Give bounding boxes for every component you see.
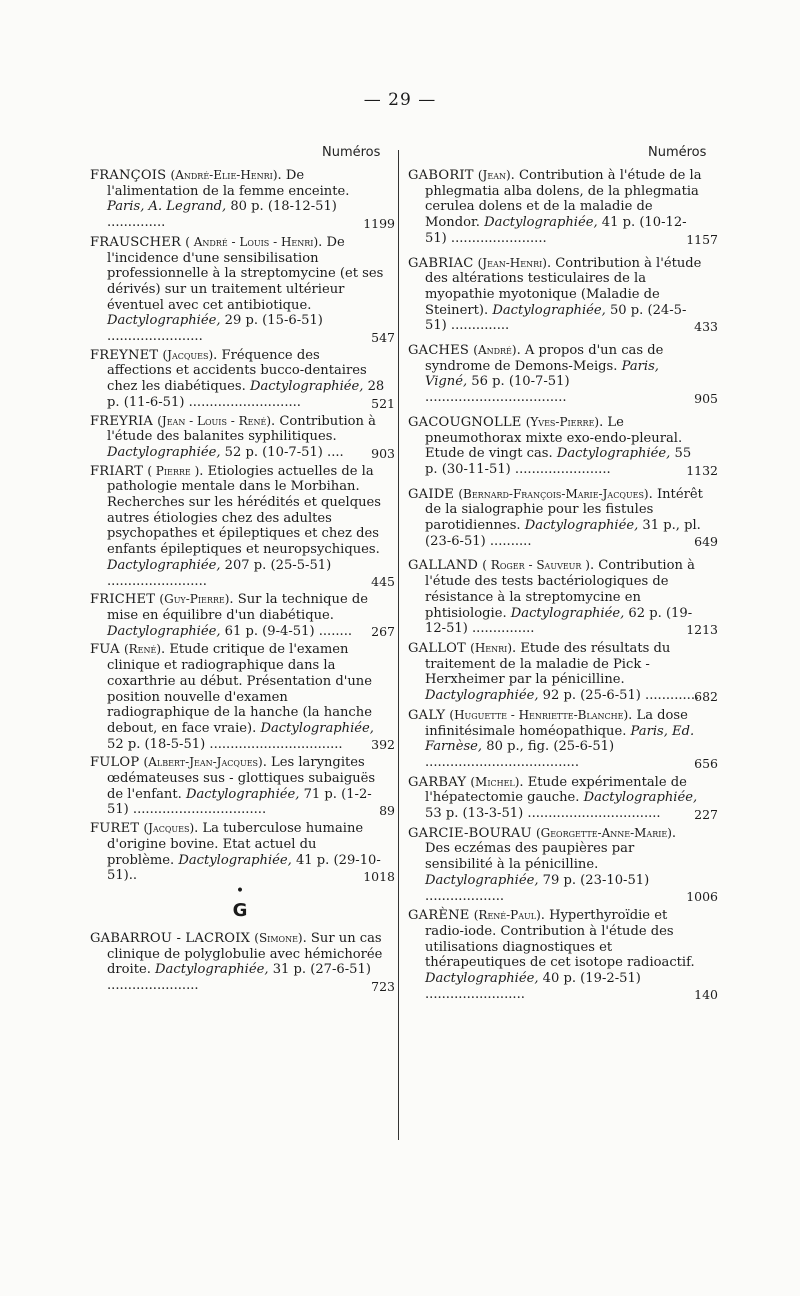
entry-text: [408, 415, 708, 478]
author-given-names: (Jean): [477, 168, 511, 182]
entry-text: [408, 558, 708, 637]
pages-and-date: 80 p., fig. (25-6-51) .....................................: [425, 739, 615, 770]
author-given-names: (René-Paul): [473, 908, 541, 923]
publisher-info: Dactylographiée,: [245, 379, 364, 395]
publisher-info: Dactylographiée,: [107, 313, 221, 329]
bibliography-entry: [90, 642, 395, 753]
entry-number: 1157: [686, 231, 718, 247]
bibliography-entry: [408, 255, 718, 335]
author-surname: GARÈNE: [408, 908, 470, 924]
thesis-title: . A propos d'un cas de syndrome de Demons-Meigs.: [425, 343, 664, 374]
thesis-title: . La tuberculose humaine d'origine bovine. Etat actuel du problème.: [107, 821, 364, 868]
page-number: — 29 —: [363, 90, 437, 110]
author-surname: FRICHET: [90, 592, 156, 608]
author-surname: GABARROU - LACROIX: [90, 930, 251, 946]
entry-number: 140: [694, 987, 718, 1003]
author-given-names: (André-Elie-Henri): [170, 168, 278, 182]
author-given-names: (René): [123, 642, 162, 657]
author-surname: GABRIAC: [408, 255, 474, 271]
thesis-title: . Contribution à l'étude des altérations testiculaires de la myopathie myotonique (Maladie de Steinert).: [425, 255, 702, 318]
publisher-info: Dactylographiée,: [552, 446, 671, 462]
pages-and-date: 79 p. (23-10-51) ...................: [425, 872, 650, 904]
entry-number: 89: [379, 803, 395, 819]
entry-number: 521: [371, 395, 395, 411]
left-entry-list: [90, 168, 395, 884]
entry-text: [408, 775, 708, 822]
publisher-info: Paris, Ed. Farnèse,: [425, 723, 695, 755]
author-surname: GALLOT: [408, 640, 466, 656]
publisher-info: Dactylographiée,: [256, 720, 374, 736]
author-surname: FUA: [90, 642, 120, 658]
bibliography-entry: [408, 707, 718, 771]
bibliography-entry: [408, 486, 718, 550]
bibliography-entry: [408, 558, 718, 637]
author-given-names: (Albert-Jean-Jacques): [143, 755, 263, 770]
author-surname: FREYNET: [90, 347, 159, 363]
bibliography-entry: [90, 413, 395, 461]
publisher-info: Dactylographiée,: [107, 557, 221, 573]
author-given-names: (Bernard-François-Marie-Jacques): [458, 486, 649, 501]
pages-and-date: 40 p. (19-2-51) ........................: [425, 971, 641, 1002]
publisher-info: Dactylographiée,: [479, 215, 598, 231]
entry-number: 723: [371, 978, 395, 994]
entry-number: 1199: [363, 215, 395, 231]
entry-number: 1213: [686, 621, 718, 637]
entry-text: [90, 755, 390, 818]
entry-text: [90, 235, 390, 345]
author-surname: GALLAND: [408, 558, 479, 574]
entry-text: [408, 826, 708, 905]
bibliography-entry: [90, 930, 395, 994]
author-surname: GALY: [408, 707, 446, 723]
bibliography-entry: [90, 234, 395, 345]
author-given-names: (Jean-Henri): [477, 255, 547, 270]
author-surname: GACOUGNOLLE: [408, 414, 522, 430]
pages-and-date: 62 p. (19-12-51) ...............: [425, 605, 693, 637]
author-surname: GABORIT: [408, 168, 474, 183]
author-given-names: (Yves-Pierre): [525, 414, 600, 429]
entry-number: 905: [694, 390, 718, 406]
publisher-info: Dactylographiée,: [150, 962, 269, 978]
author-surname: FULOP: [90, 755, 140, 771]
author-surname: FRANÇOIS: [90, 168, 167, 183]
entry-number: 656: [694, 755, 718, 771]
pages-and-date: 92 p. (25-6-51) .............: [538, 688, 700, 704]
pages-and-date: 52 p. (18-5-51) ................................: [107, 736, 343, 752]
author-surname: FREYRIA: [90, 413, 154, 429]
publisher-info: Dactylographiée,: [181, 786, 300, 802]
entry-text: [408, 256, 708, 335]
thesis-title: . Fréquence des affections et accidents bucco-dentaires chez les diabétiques.: [107, 347, 367, 395]
bibliography-entry: [90, 592, 395, 640]
author-surname: FURET: [90, 821, 140, 837]
entry-text: [90, 348, 390, 411]
thesis-title: . Contribution à l'étude des tests bactériologiques de résistance à la streptomycine en phtisiologie.: [425, 558, 695, 621]
pages-and-date: 71 p. (1-2-51) ................................: [107, 786, 372, 818]
thesis-title: . Contribution à l'étude des balanites syphilitiques.: [107, 413, 376, 445]
publisher-info: Paris, Vigné,: [425, 358, 659, 390]
publisher-info: Dactylographiée,: [506, 605, 625, 621]
entry-number: 267: [371, 624, 395, 640]
author-given-names: (Simone): [254, 930, 303, 945]
publisher-info: Dactylographiée,: [579, 790, 698, 806]
bibliography-entry: [90, 755, 395, 819]
entry-number: 903: [371, 445, 395, 461]
entry-number: 227: [694, 806, 718, 822]
pages-and-date: 29 p. (15-6-51) .......................: [107, 313, 323, 345]
author-given-names: (Huguette - Henriette-Blanche): [449, 707, 629, 722]
author-given-names: (Jacques): [162, 347, 214, 362]
pages-and-date: 41 p. (29-10-51)..: [107, 852, 381, 884]
left-entry-list-g: [90, 930, 395, 994]
pages-and-date: 50 p. (24-5-51) ..............: [425, 302, 687, 334]
author-given-names: (Henri): [470, 640, 513, 655]
author-surname: FRAUSCHER: [90, 234, 182, 250]
bibliography-entry: [90, 463, 395, 590]
thesis-title: . De l'alimentation de la femme enceinte.: [107, 168, 350, 199]
author-given-names: (Guy-Pierre): [159, 592, 230, 607]
entry-number: 445: [371, 574, 395, 590]
entry-text: [90, 464, 390, 590]
left-column-header: Numéros: [322, 145, 381, 160]
bibliography-entry: [408, 908, 718, 1003]
pages-and-date: 207 p. (25-5-51) ........................: [107, 557, 332, 589]
author-surname: GARCIE-BOURAU: [408, 825, 532, 841]
publisher-info: Dactylographiée,: [488, 302, 606, 318]
entry-text: [90, 821, 390, 884]
entry-text: [408, 168, 708, 247]
pages-and-date: 61 p. (9-4-51) ........: [220, 623, 353, 639]
pages-and-date: 80 p. (18-12-51) ..............: [107, 199, 337, 231]
author-given-names: (Jean - Louis - René): [157, 413, 272, 428]
entry-text: [408, 343, 708, 406]
column-divider: [398, 150, 399, 1140]
pages-and-date: 53 p. (13-3-51) ................................: [425, 806, 661, 822]
entry-number: 1132: [686, 462, 718, 478]
author-given-names: (Georgette-Anne-Marie): [535, 825, 672, 840]
bibliography-entry: [408, 640, 718, 704]
bibliography-entry: [90, 168, 395, 231]
thesis-title: . Le pneumothorax mixte exo-endo-pleural. Etude de vingt cas.: [425, 414, 683, 462]
publisher-info: Dactylographiée,: [107, 444, 221, 460]
right-entry-list: [408, 168, 718, 1003]
pages-and-date: 28 p. (11-6-51) ...........................: [107, 379, 385, 410]
entry-text: [408, 487, 708, 550]
author-surname: GACHES: [408, 343, 470, 359]
thesis-title: . Hyperthyroïdie et radio-iode. Contribution à l'étude des utilisations diagnostiques et thérapeutiques de cet isotope radioactif.: [425, 908, 695, 971]
entry-text: [90, 168, 390, 231]
author-given-names: (André): [473, 343, 517, 358]
pages-and-date: 31 p., pl. (23-6-51) ..........: [425, 518, 701, 549]
thesis-title: . Des eczémas des paupières par sensibilité à la pénicilline.: [425, 825, 677, 873]
bibliography-entry: [408, 774, 718, 822]
author-given-names: (Jacques): [143, 821, 195, 836]
section-bullet: •: [235, 882, 245, 899]
author-given-names: ( André - Louis - Henri): [185, 234, 319, 249]
entry-number: 392: [371, 737, 395, 753]
bibliography-entry: [90, 821, 395, 884]
thesis-title: . Etude critique de l'examen clinique et radiographique dans la coxarthrie au début. Présentation d'une position nouvelle d'examen radiographique de la hanche (la hanche debout, en face vraie).: [107, 642, 372, 736]
entry-text: [408, 641, 708, 704]
thesis-title: . Etude expérimentale de l'hépatectomie gauche.: [425, 774, 687, 806]
pages-and-date: 41 p. (10-12-51) .......................: [425, 215, 687, 246]
entry-number: 649: [694, 534, 718, 550]
entry-text: [90, 931, 390, 994]
pages-and-date: 55 p. (30-11-51) .......................: [425, 446, 692, 477]
author-surname: GARBAY: [408, 774, 467, 790]
thesis-title: . La dose infinitésimale homéopathique.: [425, 707, 688, 739]
author-given-names: (Michel): [470, 774, 520, 789]
thesis-title: . Sur un cas clinique de polyglobulie avec hémichorée droite.: [107, 930, 383, 978]
publisher-info: Dactylographiée,: [425, 872, 539, 888]
thesis-title: . De l'incidence d'une sensibilisation professionnelle à la streptomycine (et ses dérivés) sur un traitement ultérieur éventuel avec cet antibiotique.: [107, 234, 384, 313]
left-column: [90, 168, 395, 994]
publisher-info: Paris, A. Legrand,: [107, 199, 227, 215]
publisher-info: Dactylographiée,: [425, 688, 539, 704]
publisher-info: Dactylographiée,: [425, 971, 539, 987]
entry-text: [90, 642, 390, 752]
right-column-header: Numéros: [648, 145, 707, 160]
bibliography-entry: [90, 347, 395, 411]
bibliography-entry: [408, 414, 718, 478]
thesis-title: . Etiologies actuelles de la pathologie mentale dans le Morbihan. Recherches sur les hérédités et quelques autres étiologies chez des adultes psychopathes et épileptiques et chez des enfants épileptiques et neuropsychiques.: [107, 463, 382, 558]
pages-and-date: 52 p. (10-7-51) ....: [220, 444, 344, 460]
pages-and-date: 56 p. (10-7-51) ..................................: [425, 374, 570, 406]
pages-and-date: 31 p. (27-6-51) ......................: [107, 962, 371, 994]
entry-text: [408, 908, 708, 1002]
entry-number: 433: [694, 319, 718, 335]
author-given-names: ( Roger - Sauveur ): [482, 558, 590, 573]
author-surname: GAIDE: [408, 486, 455, 502]
section-letter-g: G: [232, 899, 248, 921]
publisher-info: Dactylographiée,: [520, 518, 639, 534]
thesis-title: . Les laryngites œdémateuses sus - glottiques subaiguës de l'enfant.: [107, 755, 376, 802]
entry-number: 547: [371, 329, 395, 345]
author-given-names: ( Pierre ): [147, 463, 200, 478]
publisher-info: Dactylographiée,: [107, 623, 221, 639]
bibliography-entry: [408, 343, 718, 406]
right-column: [408, 168, 718, 1003]
entry-number: 1018: [363, 868, 395, 884]
thesis-title: . Intérêt de la sialographie pour les fistules parotidiennes.: [425, 486, 703, 534]
publisher-info: Dactylographiée,: [174, 852, 292, 868]
entry-number: 682: [694, 688, 718, 704]
author-surname: FRIART: [90, 463, 144, 479]
thesis-title: . Etude des résultats du traitement de la maladie de Pick - Herxheimer par la pénicilline.: [425, 640, 671, 688]
entry-text: [90, 414, 390, 461]
entry-text: [408, 708, 708, 771]
entry-number: 1006: [686, 889, 718, 905]
thesis-title: . Contribution à l'étude de la phlegmatia alba dolens, de la phlegmatia cerulea dolens et de la maladie de Mondor.: [425, 168, 702, 231]
bibliography-entry: [408, 825, 718, 905]
entry-text: [90, 592, 390, 639]
thesis-title: . Sur la technique de mise en équilibre d'un diabétique.: [107, 592, 368, 623]
bibliography-entry: [408, 168, 718, 247]
